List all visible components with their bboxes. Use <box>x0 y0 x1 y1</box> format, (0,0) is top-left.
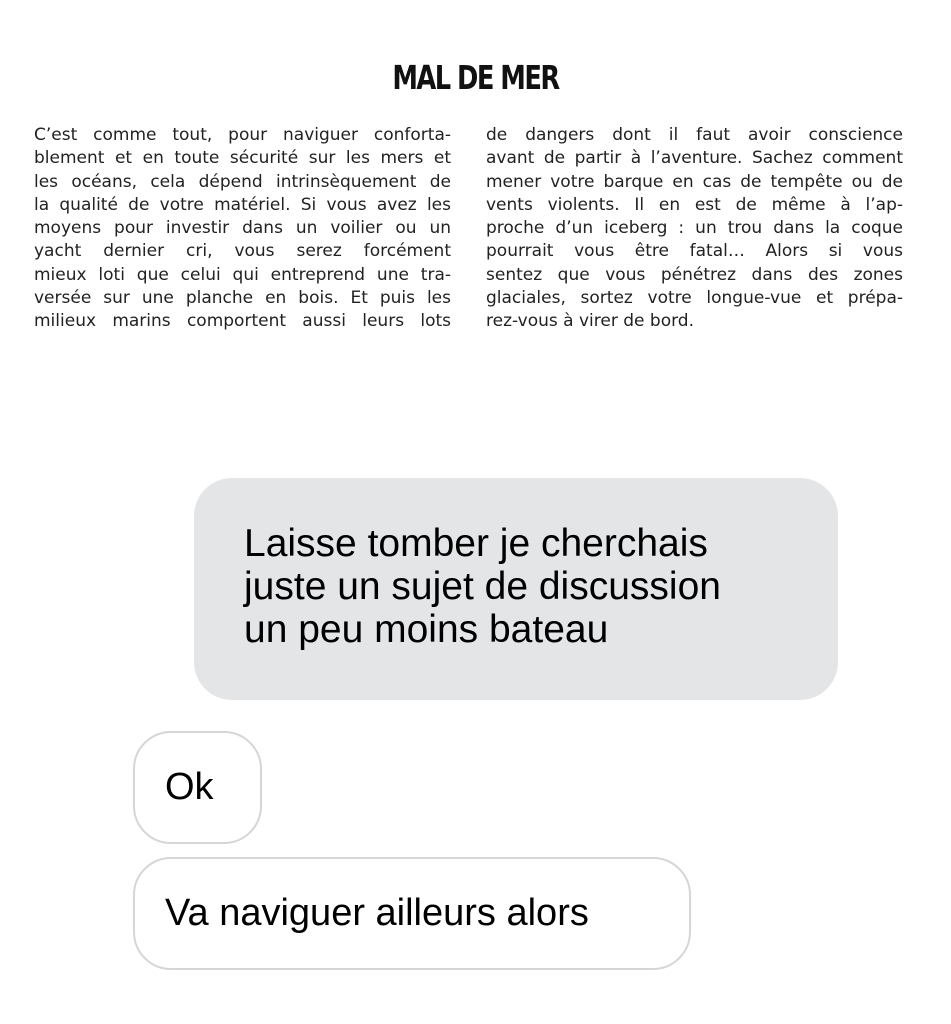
article-title: MAL DE MER <box>392 58 559 97</box>
article-line: avant de partir à l’aventure. Sachez comment <box>486 148 903 169</box>
article-line: glaciales, sortez votre longue-vue et prépa- <box>486 288 903 309</box>
article-line: vents violents. Il en est de même à l’ap- <box>486 194 903 215</box>
article-line: rez-vous à virer de bord. <box>486 311 694 332</box>
article-line: C’est comme tout, pour naviguer conforta- <box>34 125 451 145</box>
article-line: versée sur une planche en bois. Et puis les <box>34 288 451 309</box>
article-line: de dangers dont il faut avoir conscience <box>486 125 903 145</box>
article-line: sentez que vous pénétrez dans des zones <box>486 264 903 285</box>
article-line: proche d’un iceberg : un trou dans la coque <box>486 218 903 239</box>
article-line: la qualité de votre matériel. Si vous avez les <box>34 194 451 215</box>
reply-bubble-ailleurs[interactable] <box>133 857 691 970</box>
article-column-left <box>34 124 451 334</box>
reply-bubble-ok[interactable] <box>133 731 262 844</box>
article-line: milieux marins comportent aussi leurs lots <box>34 311 451 332</box>
reply-text: Ok <box>165 766 214 808</box>
article-line: mieux loti que celui qui entreprend une tra- <box>34 264 451 285</box>
article-column-right <box>486 124 903 334</box>
message-line: un peu moins bateau <box>244 608 609 651</box>
article-line: pourrait vous être fatal… Alors si vous <box>486 241 903 262</box>
article-line: mener votre barque en cas de tempête ou de <box>486 171 903 192</box>
received-message-bubble <box>194 478 838 700</box>
message-line: juste un sujet de discussion <box>244 565 721 608</box>
reply-text: Va naviguer ailleurs alors <box>165 892 589 934</box>
message-line: Laisse tomber je cherchais <box>244 522 708 565</box>
article-line: yacht dernier cri, vous serez forcément <box>34 241 451 262</box>
article-line: moyens pour investir dans un voilier ou un <box>34 218 451 239</box>
article-line: blement et en toute sécurité sur les mers et <box>34 148 451 169</box>
article-line: les océans, cela dépend intrinsèquement de <box>34 171 451 192</box>
